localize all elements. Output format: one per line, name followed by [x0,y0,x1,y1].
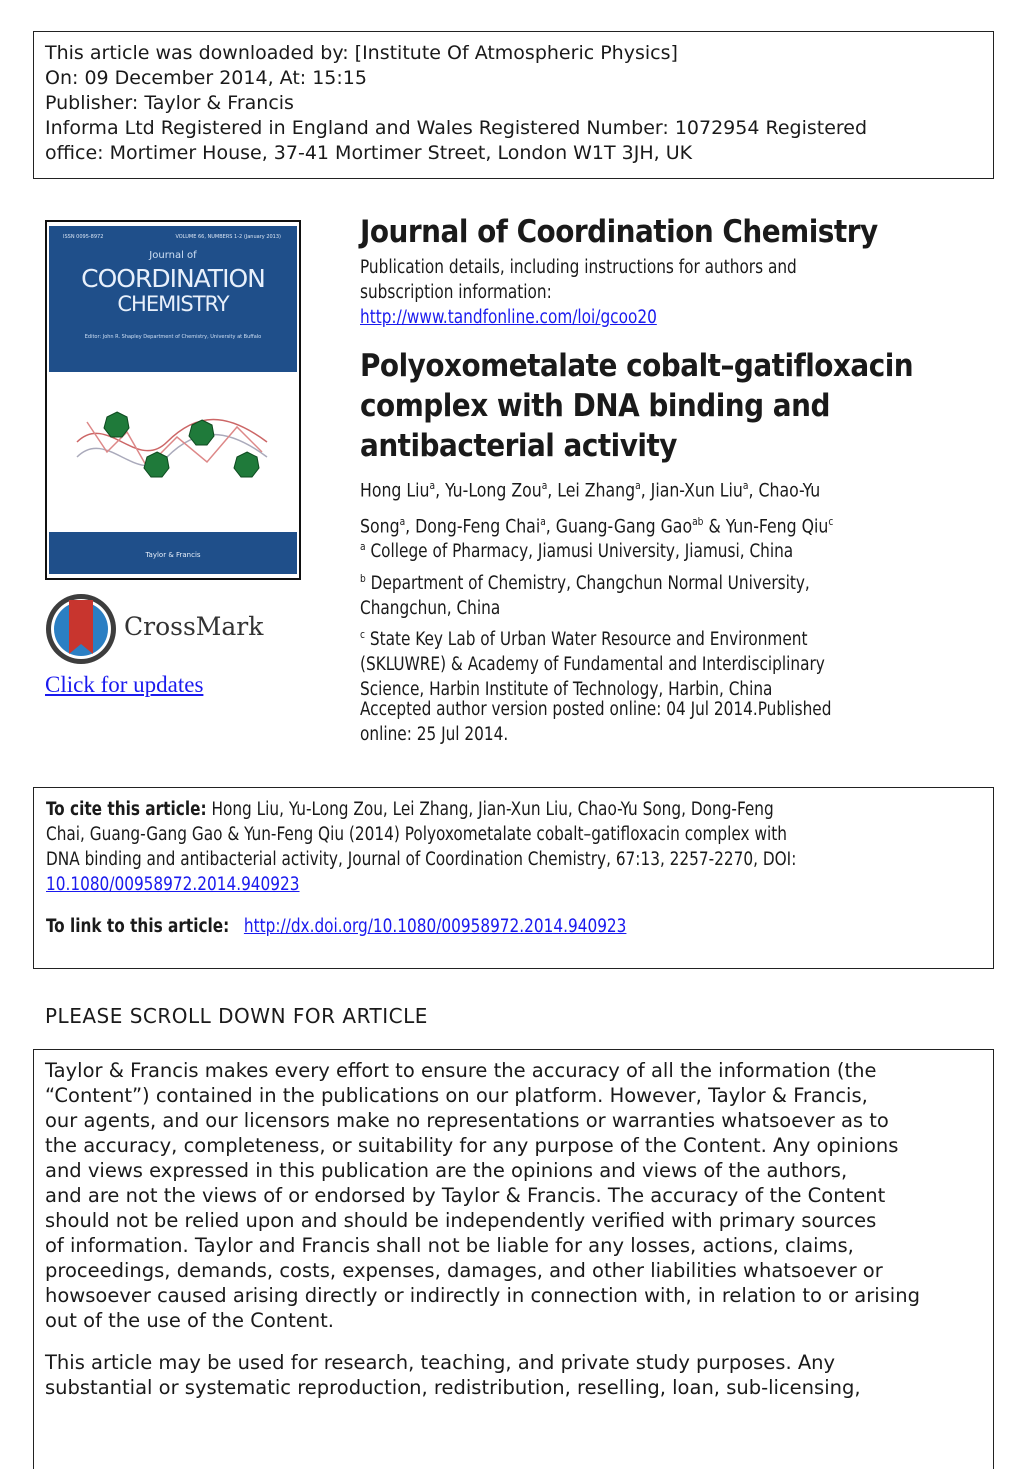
download-notice [33,31,994,179]
title-line: Polyoxometalate cobalt–gatifloxacin [360,348,914,384]
disclaimer-paragraph-1: Taylor & Francis makes every effort to ensure the accuracy of all the information (the “Content”) contained in the publications on our platform. However, Taylor & Francis, our agents, and our licensors make no representations or warranties whatsoever as to the accuracy, completeness, or suitability for any purpose of the Content. Any opinions and views expressed in this publication are the opinions and views of the authors, and are not the views of or endorsed by Taylor & Francis. The accuracy of the Content should not be relied upon and should be independently verified with primary sources of information. Taylor and Francis shall not be liable for any losses, actions, claims, proceedings, demands, costs, expenses, damages, and other liabilities whatsoever or howsoever caused arising directly or indirectly in connection with, in relation to or arising out of the use of the Content. [45,1059,920,1332]
doi-link[interactable]: 10.1080/00958972.2014.940923 [46,874,300,895]
article-doi-url-link[interactable]: http://dx.doi.org/10.1080/00958972.2014.940923 [243,916,627,937]
cite-line: To cite this article: Hong Liu, Yu-Long Zou, Lei Zhang, Jian-Xun Liu, Chao-Yu Song, Dong-Feng [46,799,774,820]
cover-title-line1: COORDINATION [81,264,265,293]
title-line: antibacterial activity [360,428,677,464]
cover-publisher: Taylor & Francis [145,551,201,559]
cite-line: DNA binding and antibacterial activity, Journal of Coordination Chemistry, 67:13, 2257-2270, DOI: [46,849,797,870]
affiliation-b: $^b$ Department of Chemistry, Changchun Normal University, Changchun, China [360,572,810,620]
notice-line: office: Mortimer House, 37-41 Mortimer Street, London W1T 3JH, UK [45,142,693,164]
notice-line: Publisher: Taylor & Francis [45,92,294,114]
author-list [360,470,960,543]
cover-issn: ISSN 0095-8972 [63,234,104,240]
journal-cover[interactable] [45,220,301,580]
cover-title-line2: CHEMISTRY [117,292,229,316]
scroll-down-notice: PLEASE SCROLL DOWN FOR ARTICLE [45,1004,428,1028]
cite-line: Chai, Guang-Gang Gao & Yun-Feng Qiu (2014) Polyoxometalate cobalt–gatifloxacin complex with [46,824,787,845]
notice-line: This article was downloaded by: [Institute Of Atmospheric Physics] [45,42,678,64]
cover-volume: VOLUME 66, NUMBERS 1-2 (January 2013) [175,234,281,240]
cover-editor: Editor: John R. Shapley Department of Chemistry, University at Buffalo [84,334,262,340]
details-line: Publication details, including instructions for authors and [360,257,797,278]
author-line: Song$^a$, Dong-Feng Chai$^a$, Guang-Gang Gao$^{ab}$ & Yun-Feng Qiu$^c$ [360,515,834,538]
publication-details [360,255,835,305]
affiliation-c: $^c$ State Key Lab of Urban Water Resource and Environment (SKLUWRE) & Academy of Fundamental and Interdisciplinary Science, Harbin Institute of Technology, Harbin, China [360,628,825,701]
cite-line [46,872,906,897]
notice-line: On: 09 December 2014, At: 15:15 [45,67,367,89]
publication-dates: Accepted author version posted online: 04 Jul 2014.Published online: 25 Jul 2014. [360,699,832,745]
citation-box [33,787,994,969]
title-line: complex with DNA binding and [360,388,830,424]
link-line [46,914,906,939]
affiliation-a: $^a$ College of Pharmacy, Jiamusi University, Jiamusi, China [360,540,794,563]
cover-journal-small: Journal of [149,250,197,261]
disclaimer-box [33,1049,994,1469]
cite-label: To cite this article: [46,799,207,820]
click-for-updates-link[interactable]: Click for updates [45,672,204,697]
details-line: subscription information: [360,282,552,303]
article-title [360,346,1000,466]
journal-title: Journal of Coordination Chemistry [360,214,878,250]
crossmark-label[interactable]: CrossMark [124,612,264,641]
link-label: To link to this article: [46,916,230,937]
author-line: Hong Liu$^a$, Yu-Long Zou$^a$, Lei Zhang$^a$, Jian-Xun Liu$^a$, Chao-Yu [360,479,821,502]
cover-molecule-illustration [67,382,283,522]
notice-line: Informa Ltd Registered in England and Wales Registered Number: 1072954 Registered [45,117,868,139]
cover-bottom-band [49,532,297,574]
cover-top-band [49,226,297,372]
disclaimer-paragraph-2: This article may be used for research, teaching, and private study purposes. Any substantial or systematic reproduction, redistribution, reselling, loan, sub-licensing, [45,1351,861,1399]
journal-url-link[interactable]: http://www.tandfonline.com/loi/gcoo20 [360,307,657,328]
